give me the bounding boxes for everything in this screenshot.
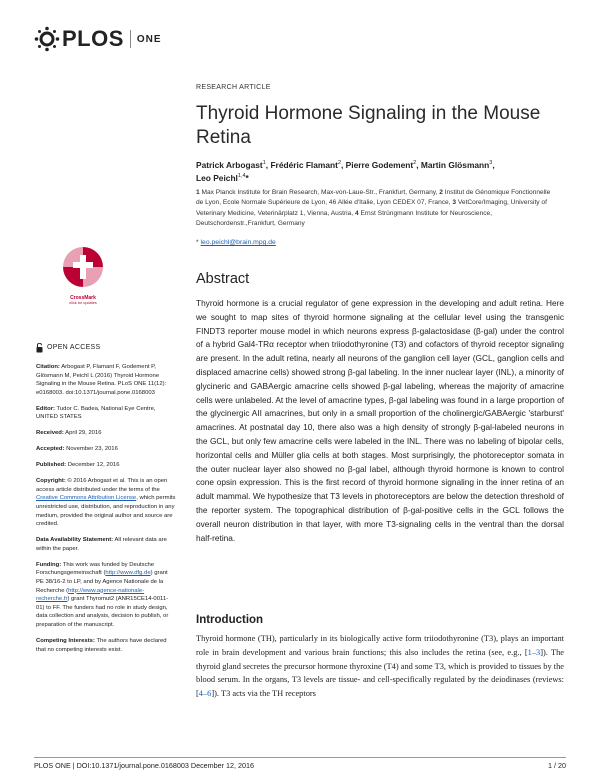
- author: Leo Peichl$^{1,4}$*: [196, 173, 249, 184]
- crossmark-sub: click for updates: [69, 301, 97, 305]
- paper-title: Thyroid Hormone Signaling in the Mouse Retina: [196, 103, 541, 148]
- editor: Editor: Tudor C. Badea, National Eye Centre, UNITED STATES: [36, 405, 156, 421]
- plos-one-logo: [34, 26, 162, 52]
- abstract-text: Thyroid hormone is a crucial regulator of gene expression in the developing and adult retina. Here we sought to map sites of thyroid hormone signaling at the cellular level using the transgenic FINDT3 reporter mouse model in which neurons express β-galactosidase (β-gal) under the control of a hybrid Gal4-TRα receptor when triiodothyronine (T3) and cofactors of thyroid receptor signaling are present. In the adult retina, nearly all neurons of the ganglion cell layer (GCL, ganglion cells and displaced amacrine cells) showed strong β-gal labeling. In the inner nuclear layer (INL), a minority of glycineric and GABAergic amacrine cells showed β-gal labeling, whereas the majority of amacrine cells were unlabeled. At the level of amacrine types, β-gal labeling was found in a large proportion of the glycinergic AII amacrines, but only in a small proportion of the cholinergic/GABAergic 'starburst' amacrines. At postnatal day 10, there also was a high density of strongly β-gal-labeled neurons in the GCL, but only few amacrine cells were labeled in the INL. There was no labeling of bipolar cells, horizontal cells and Müller glia cells at both stages. Most surprisingly, the photoreceptor somata in the outer nuclear layer also showed no β-gal label, although thyroid hormone is known to control cone opsin expression. This is the first record of thyroid hormone signaling in the inner retina of an adult mammal. We hypothesize that T3 levels in photoreceptors are below the detection threshold of the reporter system. The topographical distribution of β-gal-positive cells in the GCL follows the overall neuron distribution in that layer, with more T3-signaling cells in the ventral than the dorsal half-retina.: [196, 298, 564, 543]
- copyright: Copyright: © 2016 Arbogast et al. This is an open access article distributed under the terms of the Creative Commons Attribution License, which permits unrestricted use, distribution, and reproduction in any medium, provided the original author and source are credited.: [36, 478, 176, 528]
- article-type: RESEARCH ARTICLE: [196, 84, 271, 91]
- anr-link[interactable]: http://www.agence-nationale-recherche.fr: [36, 587, 145, 603]
- email-link[interactable]: leo.peichl@brain.mpg.de: [200, 239, 276, 246]
- footer-divider: [34, 757, 566, 758]
- introduction-heading: Introduction: [196, 614, 264, 626]
- author: Pierre Godement$^2$,: [345, 159, 421, 170]
- data-availability: Data Availability Statement: All relevant data are within the paper.: [36, 537, 167, 552]
- sidebar: [36, 343, 176, 662]
- footer-citation: PLOS ONE | DOI:10.1371/journal.pone.0168003 December 12, 2016: [34, 761, 255, 770]
- logo-journal: ONE: [136, 33, 162, 45]
- citation: Citation: Arbogast P, Flamant F, Godement P, Glösmann M, Peichl L (2016) Thyroid Hormone Signaling in the Mouse Retina. PLoS ONE 11(12): e0168003. doi:10.1371/journal.pone.0168003: [36, 364, 167, 396]
- citation-link[interactable]: 1–3: [527, 647, 541, 657]
- competing-interests: Competing Interests: The authors have declared that no competing interests exist.: [36, 637, 167, 653]
- introduction-text: Thyroid hormone (TH), particularly in its biologically active form triiodothyronine (T3), plays an important role in brain development and various brain functions; this also includes the retina (see, e.g., [1–3]). The thyroid gland secretes the precursor hormone thyroxine (T4) and some T3, which is provided to tissues by the blood serum. In the organs, T3 levels are tissue- and cell-specifically regulated by the deiodinases (reviews: [4–6]). T3 acts via the TH receptors: [196, 634, 564, 699]
- abstract-heading: Abstract: [196, 271, 250, 287]
- crossmark-badge[interactable]: [58, 245, 108, 305]
- accepted-date: Accepted: November 23, 2016: [36, 446, 118, 453]
- license-link[interactable]: Creative Commons Attribution License: [36, 495, 137, 502]
- author-list: [196, 158, 546, 185]
- logo-divider: [130, 30, 131, 48]
- author: Martin Glösmann$^3$,: [420, 159, 495, 170]
- received-date: Received: April 29, 2016: [36, 430, 102, 437]
- page-number: 1 / 20: [548, 761, 566, 770]
- open-lock-icon: [36, 343, 43, 353]
- open-access-badge: OPEN ACCESS: [36, 343, 176, 353]
- author: Patrick Arbogast$^1$,: [196, 159, 271, 170]
- funding: Funding: This work was funded by Deutsche Forschungsgemeinschaft (http://www.dfg.de) grant PE 38/16-2 to LP, and by Agence Nationale de la Recherche (http://www.agence-nationale-recherche.fr) grant Thyromut2 (ANR15CE14-0011-01) to FF. The funders had no role in study design, data collection and analysis, decision to publish, or preparation of the manuscript.: [36, 561, 169, 628]
- citation-link[interactable]: 4–6: [198, 689, 212, 699]
- dfg-link[interactable]: http://www.dfg.de: [105, 570, 151, 577]
- corresponding-email: * leo.peichl@brain.mpg.de: [196, 239, 276, 246]
- affiliations: 1 Max Planck Institute for Brain Research, Max-von-Laue-Str., Frankfurt, Germany, 2 Institut de Génomique Fonctionnelle de Lyon, Ecole Normale Supérieure de Lyon, 46 Allée d'Italie, Lyon CEDEX 07, France, 3 VetCore/Imaging, University of Veterinary Medicine, Veterinärplatz 1, Vienna, Austria, 4 Ernst Strüngmann Institute for Neuroscience, Deutschordenstr.,Frankfurt, Germany: [196, 189, 551, 227]
- crossmark-icon: [58, 245, 108, 289]
- crossmark-label: CrossMark: [70, 295, 96, 301]
- author: Frédéric Flamant$^2$,: [270, 159, 346, 170]
- plos-logo-icon: [34, 26, 60, 52]
- published-date: Published: December 12, 2016: [36, 462, 120, 469]
- logo-word: PLOS: [62, 26, 124, 51]
